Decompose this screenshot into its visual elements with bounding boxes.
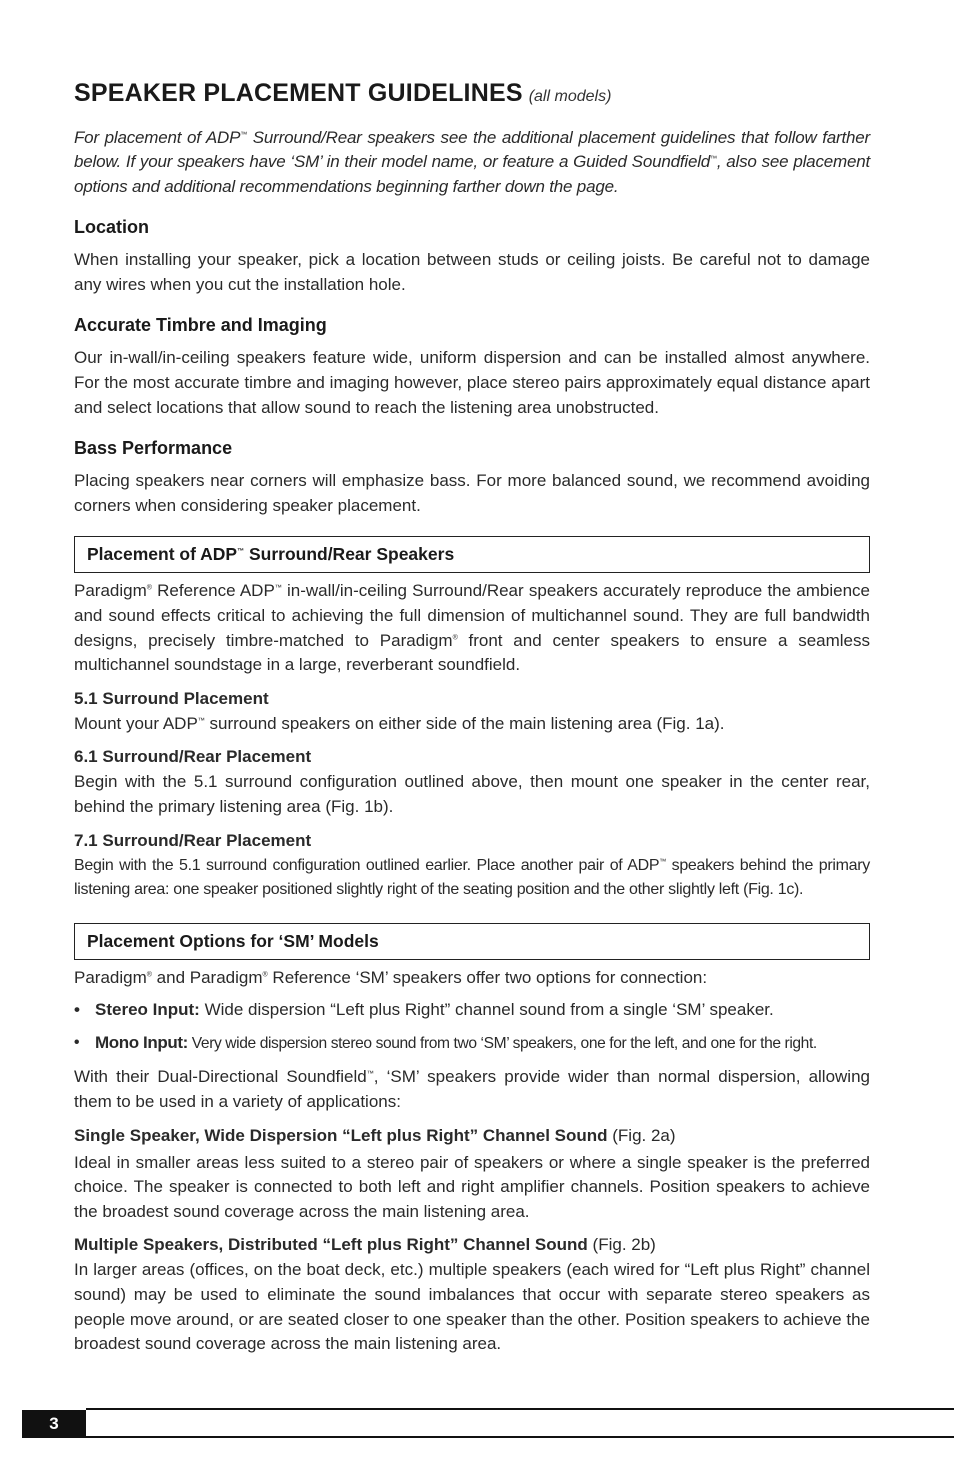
s71-heading: 7.1 Surround/Rear Placement — [74, 830, 312, 850]
page-title — [74, 80, 870, 108]
s51-heading: 5.1 Surround Placement — [74, 688, 269, 708]
sm-box-heading: Placement Options for ‘SM’ Models — [74, 923, 870, 960]
single-speaker-body: Ideal in smaller areas less suited to a stereo pair of speakers or where a single speaker is the preferred choice. The speaker is connected to both left and right amplifier channels. Position speakers to achieve the broadest sound coverage across the main listening area. — [74, 1152, 870, 1221]
adp-box-heading: Placement of ADP™ Surround/Rear Speakers — [74, 536, 870, 573]
list-item: • Mono Input: Very wide dispersion stereo sound from two ‘SM’ speakers, one for the left, and one for the right. — [74, 1031, 870, 1056]
page-number: 3 — [22, 1410, 86, 1438]
multiple-speakers-heading: Multiple Speakers, Distributed “Left plus Right” Channel Sound (Fig. 2b) — [74, 1235, 656, 1255]
section-body: Placing speakers near corners will emphasize bass. For more balanced sound, we recommend avoiding corners when considering speaker placement. — [74, 471, 870, 515]
section-timbre — [74, 315, 870, 420]
s61-heading: 6.1 Surround/Rear Placement — [74, 747, 312, 767]
section-location — [74, 217, 870, 297]
intro-paragraph: For placement of ADP™ Surround/Rear speakers see the additional placement guidelines that follow farther below. If your speakers have ‘SM’ in their model name, or feature a Guided Soundfield™, also see placement options and additional recommendations beginning farther down the page. — [74, 127, 870, 196]
footer-rule-top — [86, 1408, 954, 1410]
document-page — [74, 80, 870, 1357]
s61-body: Begin with the 5.1 surround configuration outlined above, then mount one speaker in the center rear, behind the primary listening area (Fig. 1b). — [74, 772, 870, 816]
sm-dual-paragraph: With their Dual-Directional Soundfield™, ‘SM’ speakers provide wider than normal dispersion, allowing them to be used in a variety of applications: — [74, 1067, 870, 1111]
adp-paragraph: Paradigm® Reference ADP™ in-wall/in-ceiling Surround/Rear speakers accurately reproduce the ambience and sound effects critical to achieving the full dimension of multichannel sound. They are full bandwidth designs, precisely timbre-matched to Paradigm® front and center speakers to ensure a seamless multichannel soundstage in a large, reverberant soundfield. — [74, 581, 870, 675]
single-speaker-heading: Single Speaker, Wide Dispersion “Left plus Right” Channel Sound (Fig. 2a) — [74, 1125, 676, 1145]
section-heading: Accurate Timbre and Imaging — [74, 315, 327, 336]
sm-intro: Paradigm® and Paradigm® Reference ‘SM’ speakers offer two options for connection: — [74, 967, 708, 987]
section-bass — [74, 438, 870, 518]
section-heading: Location — [74, 217, 149, 238]
page-title-text: SPEAKER PLACEMENT GUIDELINES — [74, 79, 523, 107]
section-body: Our in-wall/in-ceiling speakers feature wide, uniform dispersion and can be installed almost anywhere. For the most accurate timbre and imaging however, place stereo pairs approximately equal distance apart and select locations that allow sound to reach the listening area unobstructed. — [74, 348, 870, 417]
footer-rule-bottom — [86, 1436, 954, 1438]
section-heading: Bass Performance — [74, 438, 233, 459]
sm-options-list — [74, 998, 870, 1056]
list-item: • Stereo Input: Wide dispersion “Left plus Right” channel sound from a single ‘SM’ speaker. — [74, 998, 870, 1022]
page-footer — [22, 1408, 954, 1438]
multiple-speakers-body: In larger areas (offices, on the boat deck, etc.) multiple speakers (each wired for “Left plus Right” channel sound) may be used to eliminate the sound imbalances that occur with separate stereo speakers as people move around, or are seated closer to one speaker than the other. Position speakers to achieve the broadest sound coverage across the main listening area. — [74, 1260, 870, 1354]
page-title-subtitle: (all models) — [528, 88, 612, 105]
s51-body: Mount your ADP™ surround speakers on either side of the main listening area (Fig. 1a). — [74, 713, 725, 733]
section-body: When installing your speaker, pick a location between studs or ceiling joists. Be careful not to damage any wires when you cut the installation hole. — [74, 250, 870, 294]
s71-body: Begin with the 5.1 surround configuration outlined earlier. Place another pair of ADP™ speakers behind the primary listening area: one speaker positioned slightly right of the seating position and the other slightly left (Fig. 1c). — [74, 856, 870, 899]
